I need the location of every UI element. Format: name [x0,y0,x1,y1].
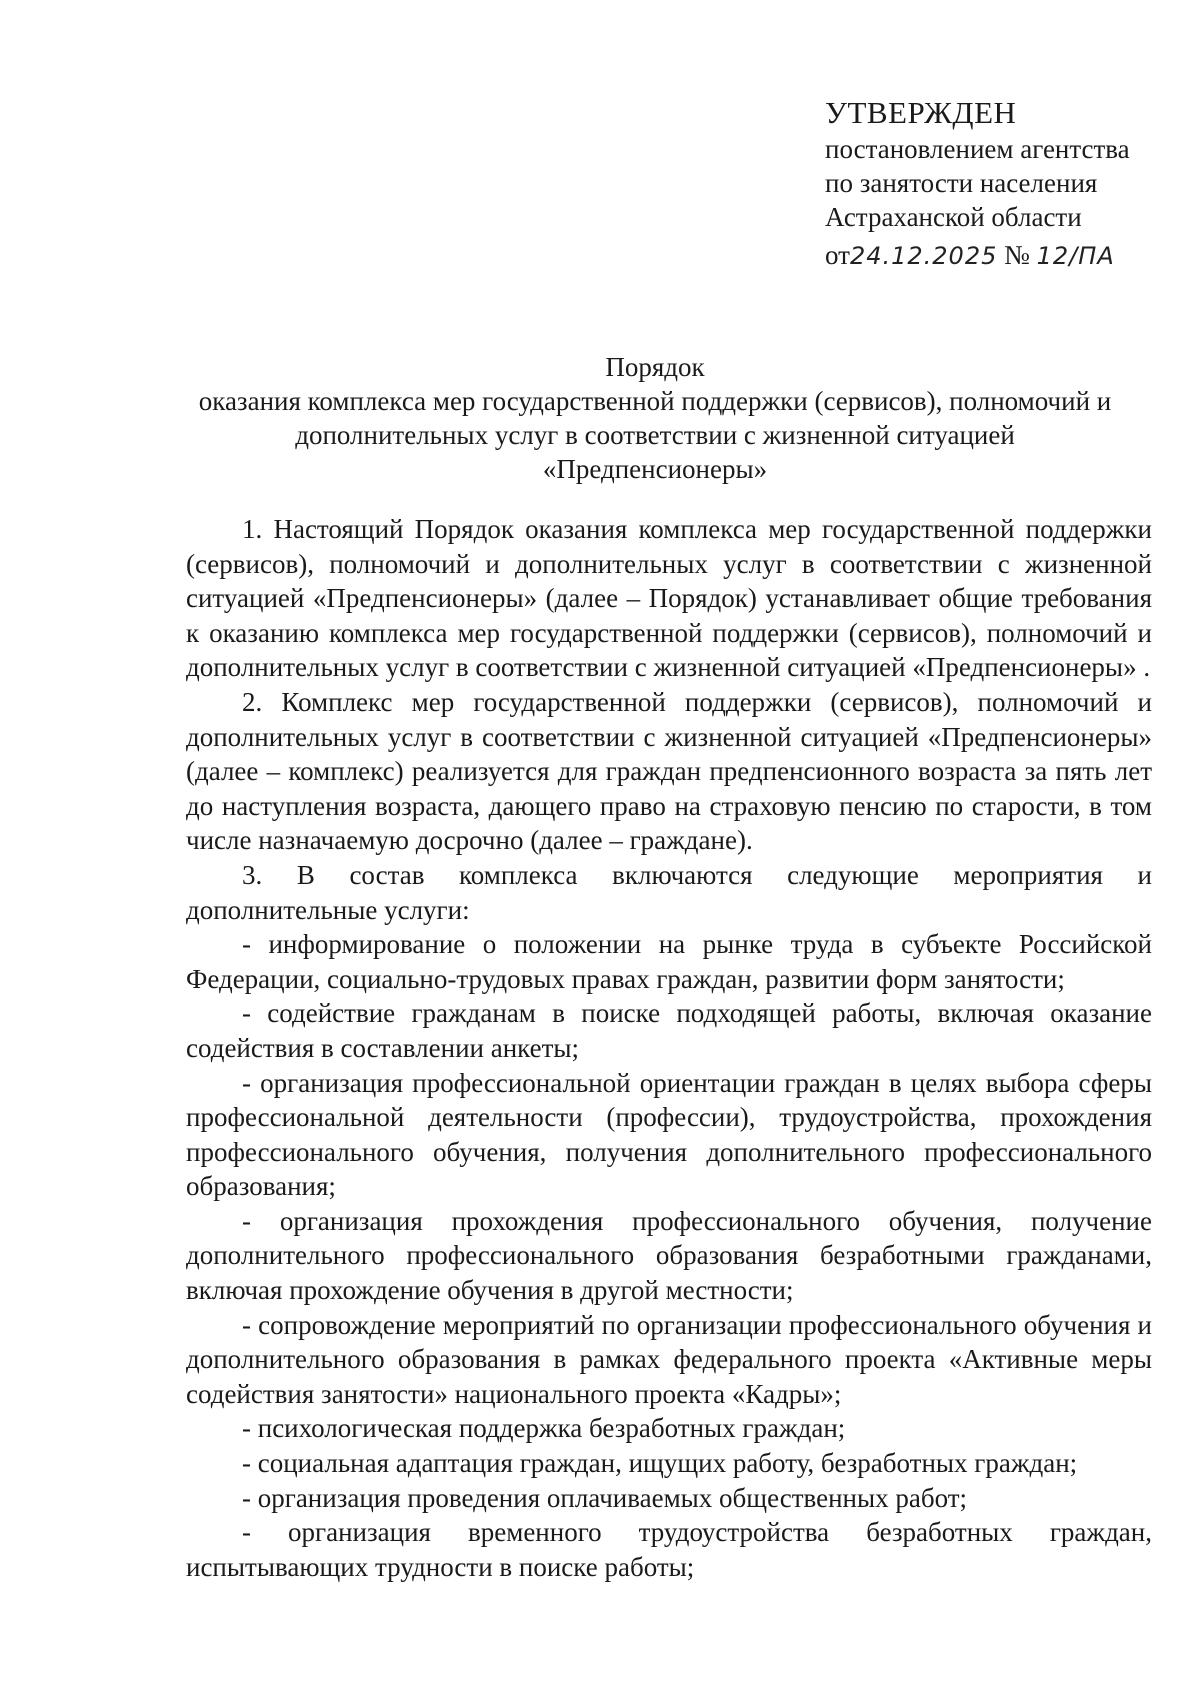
title-line-2: оказания комплекса мер государственной поддержки (сервисов), полномочий и [198,386,1112,416]
title-line-1: Порядок [605,352,705,382]
list-item: - организация проведения оплачиваемых общественных работ; [242,1482,968,1513]
list-item: - организация временного трудоустройства безработных граждан, испытывающих трудности в поиске работы; [186,1517,1152,1582]
list-item: - содействие гражданам в поиске подходящей работы, включая оказание содействия в составлении анкеты; [186,998,1152,1063]
title-line-4: «Предпенсионеры» [542,454,768,484]
list-item: - организация прохождения профессионального обучения, получение дополнительного профессионального образования безработными гражданами, включая прохождение обучения в другой местности; [186,1205,1152,1306]
paragraph-3: 3. В состав комплекса включаются следующие мероприятия и дополнительные услуги: [186,859,1152,925]
paragraph-1: 1. Настоящий Порядок оказания комплекса мер государственной поддержки (сервисов), полномочий и дополнительных услуг в соответствии с жизненной ситуацией «Предпенсионеры» (далее – Порядок) устанавливает общие требования к оказанию комплекса мер государственной поддержки (сервисов), полномочий и дополнительных услуг в соответствии с жизненной ситуацией «Предпенсионеры» . [186,514,1152,683]
list-item: - организация профессиональной ориентации граждан в целях выбора сферы профессиональной деятельности (профессии), трудоустройства, прохождения профессионального обучения, получения дополнительного профессионального образования; [186,1067,1152,1202]
approval-stamp-block [825,96,1165,273]
handwritten-number: 12/ПА [1036,242,1115,270]
paragraph-2: 2. Комплекс мер государственной поддержки (сервисов), полномочий и дополнительных услуг в соответствии с жизненной ситуацией «Предпенсионеры» (далее – комплекс) реализуется для граждан предпенсионного возраста за пять лет до наступления возраста, дающего право на страховую пенсию по старости, в том числе назначаемую досрочно (далее – граждане). [186,686,1152,856]
date-prefix: от [825,240,850,270]
list-item: - информирование о положении на рынке труда в субъекте Российской Федерации, социально-трудовых правах граждан, развитии форм занятости; [186,929,1152,994]
document-title [170,350,1140,486]
approval-date-line [825,238,1165,273]
title-line-3: дополнительных услуг в соответствии с жизненной ситуацией [295,420,1015,450]
list-item: - психологическая поддержка безработных граждан; [242,1413,846,1444]
document-body [186,512,1152,1584]
list-item: - сопровождение мероприятий по организации профессионального обучения и дополнительного образования в рамках федерального проекта «Активные меры содействия занятости» национального проекта «Кадры»; [186,1309,1152,1409]
approval-line-3: Астраханской области [825,202,1082,232]
number-prefix: № [1004,240,1030,270]
handwritten-date: 24.12.2025 [849,242,998,270]
approval-line-2: по занятости населения [825,168,1098,198]
approval-line-1: постановлением агентства [825,134,1130,164]
approval-heading: УТВЕРЖДЕН [825,95,1017,130]
list-item: - социальная адаптация граждан, ищущих работу, безработных граждан; [242,1448,1078,1479]
